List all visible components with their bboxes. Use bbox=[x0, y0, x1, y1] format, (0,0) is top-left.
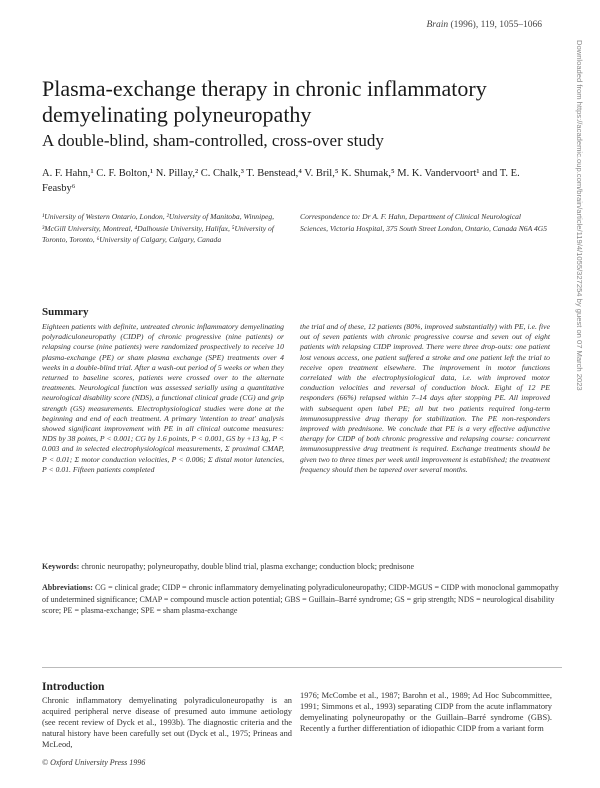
author-list: A. F. Hahn,¹ C. F. Bolton,¹ N. Pillay,² C. Chalk,³ T. Benstead,⁴ V. Bril,⁵ K. Shumak,⁵ M. K. Vandervoort¹ and T. E. Feasby⁶ bbox=[42, 168, 520, 194]
keywords bbox=[42, 562, 562, 571]
download-notice: Downloaded from https://academic.oup.com/brain/article/119/4/1055/327254 by guest on 07 March 2023 bbox=[575, 40, 584, 391]
introduction-heading: Introduction bbox=[42, 681, 105, 693]
abbreviations-label: Abbreviations: bbox=[42, 583, 93, 592]
keywords-text: chronic neuropathy; polyneuropathy, double blind trial, plasma exchange; conduction block; prednisone bbox=[81, 562, 415, 571]
abbreviations-text: CG = clinical grade; CIDP = chronic inflammatory demyelinating polyradiculoneuropathy; CIDP-MGUS = CIDP with monoclonal gammopathy of undetermined significance; CMAP = compound muscle action potential; GBS = Guillain–Barré syndrome; GS = grip strength; NDS = neurological disability score; PE = plasma-exchange; SPE = sham plasma-exchange bbox=[42, 583, 559, 615]
journal-name: Brain bbox=[426, 20, 449, 30]
copyright-notice: © Oxford University Press 1996 bbox=[42, 758, 146, 767]
summary-right-column: the trial and of these, 12 patients (80%, improved substantially) with PE, i.e. five out of seven patients with chronic progressive course and seven out of eight patients with relapsing CIDP improved. There were three drop-outs: one patient lost venous access, one patient suffered a stroke and one patient left the trial to receive open treatment elsewhere. The improvement in motor functions correlated with the electrophysiological data, i.e. with improved motor conduction velocities and reversal of conduction block. Eight of 12 PE responders (66%) relapsed within 7–14 days after stopping PE. All improved with subsequent open label PE; all but two patients required long-term immunosuppressive drug therapy for stabilization. The PE non-responders improved with prednisone. We conclude that PE is a very effective adjunctive therapy for CIDP of both chronic progressive and relapsing course: concurrent immunosuppressive drug treatment is required. Exchange treatments should be given two to three times per week until improvement is established; the treatment frequency should then be tapered over several months. bbox=[300, 322, 550, 474]
correspondence: Correspondence to: Dr A. F. Hahn, Department of Clinical Neurological Sciences, Victoria Hospital, 375 South Street London, Ontario, Canada N6A 4G5 bbox=[300, 212, 548, 233]
article-title: Plasma-exchange therapy in chronic inflammatory demyelinating polyneuropathy bbox=[42, 76, 487, 127]
section-divider bbox=[42, 667, 562, 668]
journal-header bbox=[427, 20, 543, 30]
introduction-right-column: 1976; McCombe et al., 1987; Barohn et al., 1989; Ad Hoc Subcommittee, 1991; Simmons et al., 1993) separating CIDP from the acute inflammatory demyelinating polyneuropathy or the Guillain–Barré syndrome (GBS). Recently a further differentiation of idiopathic CIDP from a variant form bbox=[300, 691, 552, 733]
article-subtitle: A double-blind, sham-controlled, cross-over study bbox=[42, 131, 384, 150]
download-sidebar bbox=[575, 40, 591, 740]
keywords-label: Keywords: bbox=[42, 562, 80, 571]
abbreviations bbox=[42, 582, 562, 617]
introduction-left-column: Chronic inflammatory demyelinating polyradiculoneuropathy is an acquired peripheral nerve disease of presumed auto immune aetiology (see recent review of Dyck et al., 1993b). The diagnostic criteria and the natural history have been carefully set out (Dyck et al., 1975; Prineas and McLeod, bbox=[42, 696, 292, 749]
summary-left-column: Eighteen patients with definite, untreated chronic inflammatory demyelinating polyradiculoneuropathy (CIDP) of chronic progressive (nine patients) or relapsing course (nine patients) were randomized prospectively to receive 10 plasma-exchange (PE) or sham plasma exchange (SPE) treatments over 4 weeks in a double-blind trial. After a wash-out period of 5 weeks or when they returned to baseline scores, patients were crossed over to the alternate treatments. Neurological function was assessed serially using a quantitative neurological disability score (NDS), a functional clinical grade (CG) and grip strength (GS) measurements. Electrophysiological studies were done at the beginning and end of each treatment. A primary 'intention to treat' analysis showed significant improvement with PE in all clinical outcome measures: NDS by 38 points, P < 0.001; CG by 1.6 points, P < 0.001, GS by +13 kg, P < 0.003 and in selected electrophysiological measurements, Σ proximal CMAP, P < 0.01; Σ motor conduction velocities, P < 0.006; Σ distal motor latencies, P < 0.01. Fifteen patients completed bbox=[42, 322, 284, 474]
affiliations: ¹University of Western Ontario, London, ²University of Manitoba, Winnipeg, ³McGill University, Montreal, ⁴Dalhousie University, Halifax, ⁵University of Toronto, Toronto, ⁶University of Calgary, Calgary, Canada bbox=[42, 212, 275, 244]
summary-heading: Summary bbox=[42, 306, 89, 318]
journal-citation: (1996), 119, 1055–1066 bbox=[450, 20, 542, 30]
